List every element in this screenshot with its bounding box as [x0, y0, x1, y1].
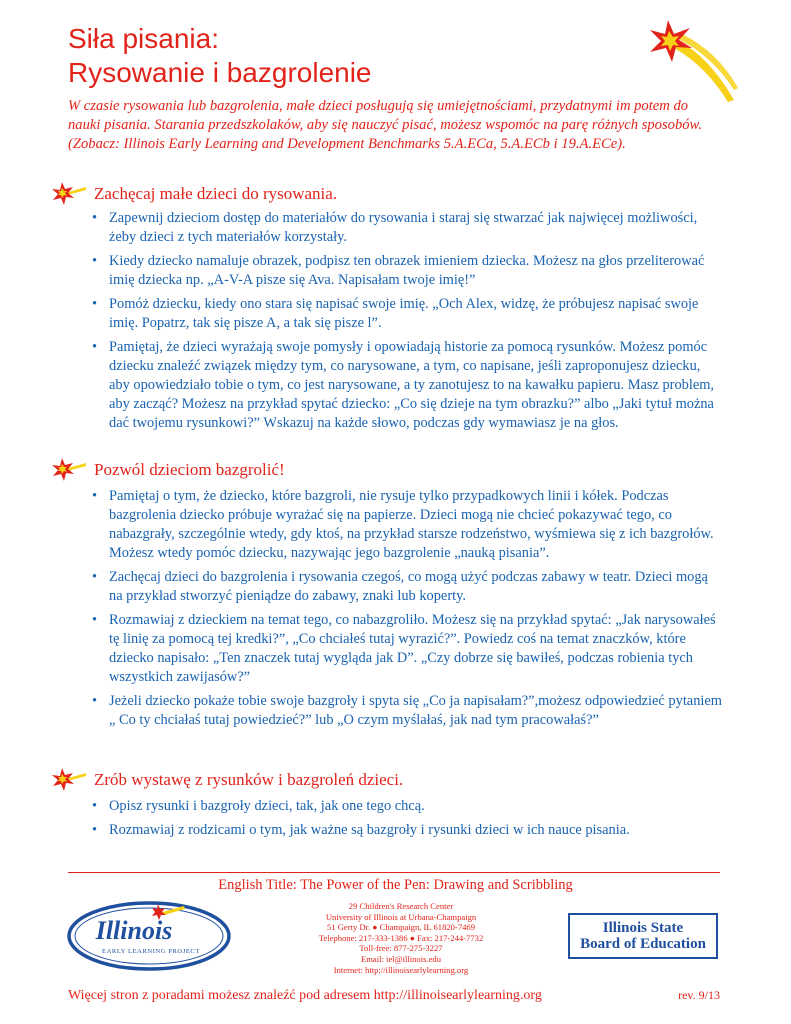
contact-line: Internet: http://illinoisearlylearning.org: [333, 964, 469, 975]
list-item: • Zachęcaj dzieci do bazgrolenia i rysowania czegoś, co mogą użyć podczas zabawy w teatr. Dzieci mogą na przykład stworzyć pieniądze do zabawy, znaki lub koperty.: [92, 568, 724, 606]
contact-line: Toll-free: 877-275-3227: [359, 943, 443, 954]
title-line-2: Rysowanie i bazgrolenie: [68, 57, 372, 88]
page-footer: [68, 988, 720, 1004]
list-item: • Rozmawiaj z rodzicami o tym, jak ważne są bazgroły i rysunki dzieci w ich nauce pisania.: [92, 821, 724, 840]
shooting-star-icon: [648, 18, 738, 103]
star-bullet-icon: [50, 767, 86, 793]
contact-line: Telephone: 217-333-1386 ● Fax: 217-244-7732: [318, 932, 484, 943]
section-heading-scribbling: [50, 457, 285, 483]
list-item: • Pamiętaj o tym, że dziecko, które bazgroli, nie rysuje tylko przypadkowych linii i kółek. Podczas bazgrolenia dziecko próbuje wyrażać się na papierze. Dzieci mogą nie chcieć pokazywać tego, co nabazgrały, szczególnie wtedy, gdy ktoś, na przykład starsze rodzeństwo, wyśmiewa się z ich bazgrołów. Możesz wtedy pomóc dziecku, nazywając jego bazgrolenie „nauką pisania”.: [92, 487, 724, 563]
list-item: • Zapewnij dzieciom dostęp do materiałów do rysowania i staraj się stwarzać jak najwięcej możliwości, żeby dzieci z tych materiałów korzystały.: [92, 209, 724, 247]
isbe-logo: [568, 913, 718, 959]
list-item: • Rozmawiaj z dzieckiem na temat tego, co nabazgroliło. Możesz się na przykład spytać: „Jak narysowałeś tę linię za pomocą tej kredki?”, „Co chciałeś tutaj wyrazić?”. Powiedz coś na temat znaczków, które dziecko napisało: „Ten znaczek tutaj wygląda jak D”. „Czy dobrze się bawiłeś, podczas robienia tych wszystkich zawijasów?”: [92, 611, 724, 687]
contact-line: 51 Gerty Dr. ● Champaign, IL 61820-7469: [326, 922, 476, 933]
star-bullet-icon: [50, 457, 86, 483]
contact-line: University of Illinois at Urbana-Champaign: [325, 911, 477, 922]
revision-label: rev. 9/13: [678, 988, 720, 1002]
iel-logo-name: Illinois: [95, 916, 173, 945]
contact-line: Email: iel@illinois.edu: [361, 953, 441, 964]
page-title: [68, 22, 372, 90]
section-3-list: [92, 797, 724, 845]
section-heading-drawing: [50, 181, 337, 207]
list-item: • Kiedy dziecko namaluje obrazek, podpisz ten obrazek imieniem dziecka. Możesz na głos przeliterować imię dziecka np. „A-V-A pisze się Ava. Napisałam twoje imię!”: [92, 252, 724, 290]
list-item: • Jeżeli dziecko pokaże tobie swoje bazgroły i spyta się „Co ja napisałam?”,możesz odpowiedzieć pytaniem „ Co ty chciałaś tutaj powiedzieć?” lub „O czym myślałaś, jak nad tym pracowałaś?”: [92, 692, 724, 730]
contact-block: [290, 901, 512, 975]
section-2-heading: Pozwól dzieciom bazgrolić!: [94, 460, 285, 479]
title-line-1: Siła pisania:: [68, 23, 219, 54]
list-item: • Pomóż dziecku, kiedy ono stara się napisać swoje imię. „Och Alex, widzę, że próbujesz napisać swoje imię. Popatrz, tak się pisze A, a tak się pisze l”.: [92, 295, 724, 333]
iel-logo-tagline: EARLY LEARNING PROJECT: [102, 948, 200, 955]
english-title: English Title: The Power of the Pen: Drawing and Scribbling: [218, 877, 573, 893]
footer-more-link-text: Więcej stron z poradami możesz znaleźć pod adresem http://illinoisearlylearning.org: [68, 988, 542, 1003]
footer-divider: [68, 872, 720, 873]
iel-logo: [66, 896, 236, 972]
intro-paragraph: W czasie rysowania lub bazgrolenia, małe dzieci posługują się umiejętnościami, przydatnymi im potem do nauki pisania. Starania przedszkolaków, aby się nauczyć pisać, możesz wspomóc na parę różnych sposobów. (Zobacz: Illinois Early Learning and Development Benchmarks 5.A.ECa, 5.A.ECb i 19.A.ECe).: [68, 98, 702, 153]
section-heading-display: [50, 767, 403, 793]
list-item: • Pamiętaj, że dzieci wyrażają swoje pomysły i opowiadają historie za pomocą rysunków. Możesz pomóc dziecku znaleźć związek między tym, co narysowane, a tym, co napisane, jeśli zaproponujesz dziecku, aby opowiedziało tobie o tym, co jest narysowane, a ty zanotujesz to na kawałku papieru. Masz problem, aby zacząć? Możesz na przykład spytać dziecko: „Co się dzieje na tym obrazku?” albo „Jaki tytuł można dać twojemu rysunkowi?” Wskazuj na każde słowo, podczas gdy wymawiasz je na głos.: [92, 338, 724, 433]
isbe-line-2: Board of Education: [580, 936, 706, 952]
contact-line: 29 Children's Research Center: [348, 901, 454, 911]
section-1-list: [92, 209, 724, 438]
star-bullet-icon: [50, 181, 86, 207]
section-3-heading: Zrób wystawę z rysunków i bazgroleń dzieci.: [94, 770, 404, 789]
list-item: • Opisz rysunki i bazgroły dzieci, tak, jak one tego chcą.: [92, 797, 724, 816]
section-2-list: [92, 487, 724, 735]
section-1-heading: Zachęcaj małe dzieci do rysowania.: [94, 184, 338, 203]
isbe-line-1: Illinois State: [602, 920, 684, 936]
